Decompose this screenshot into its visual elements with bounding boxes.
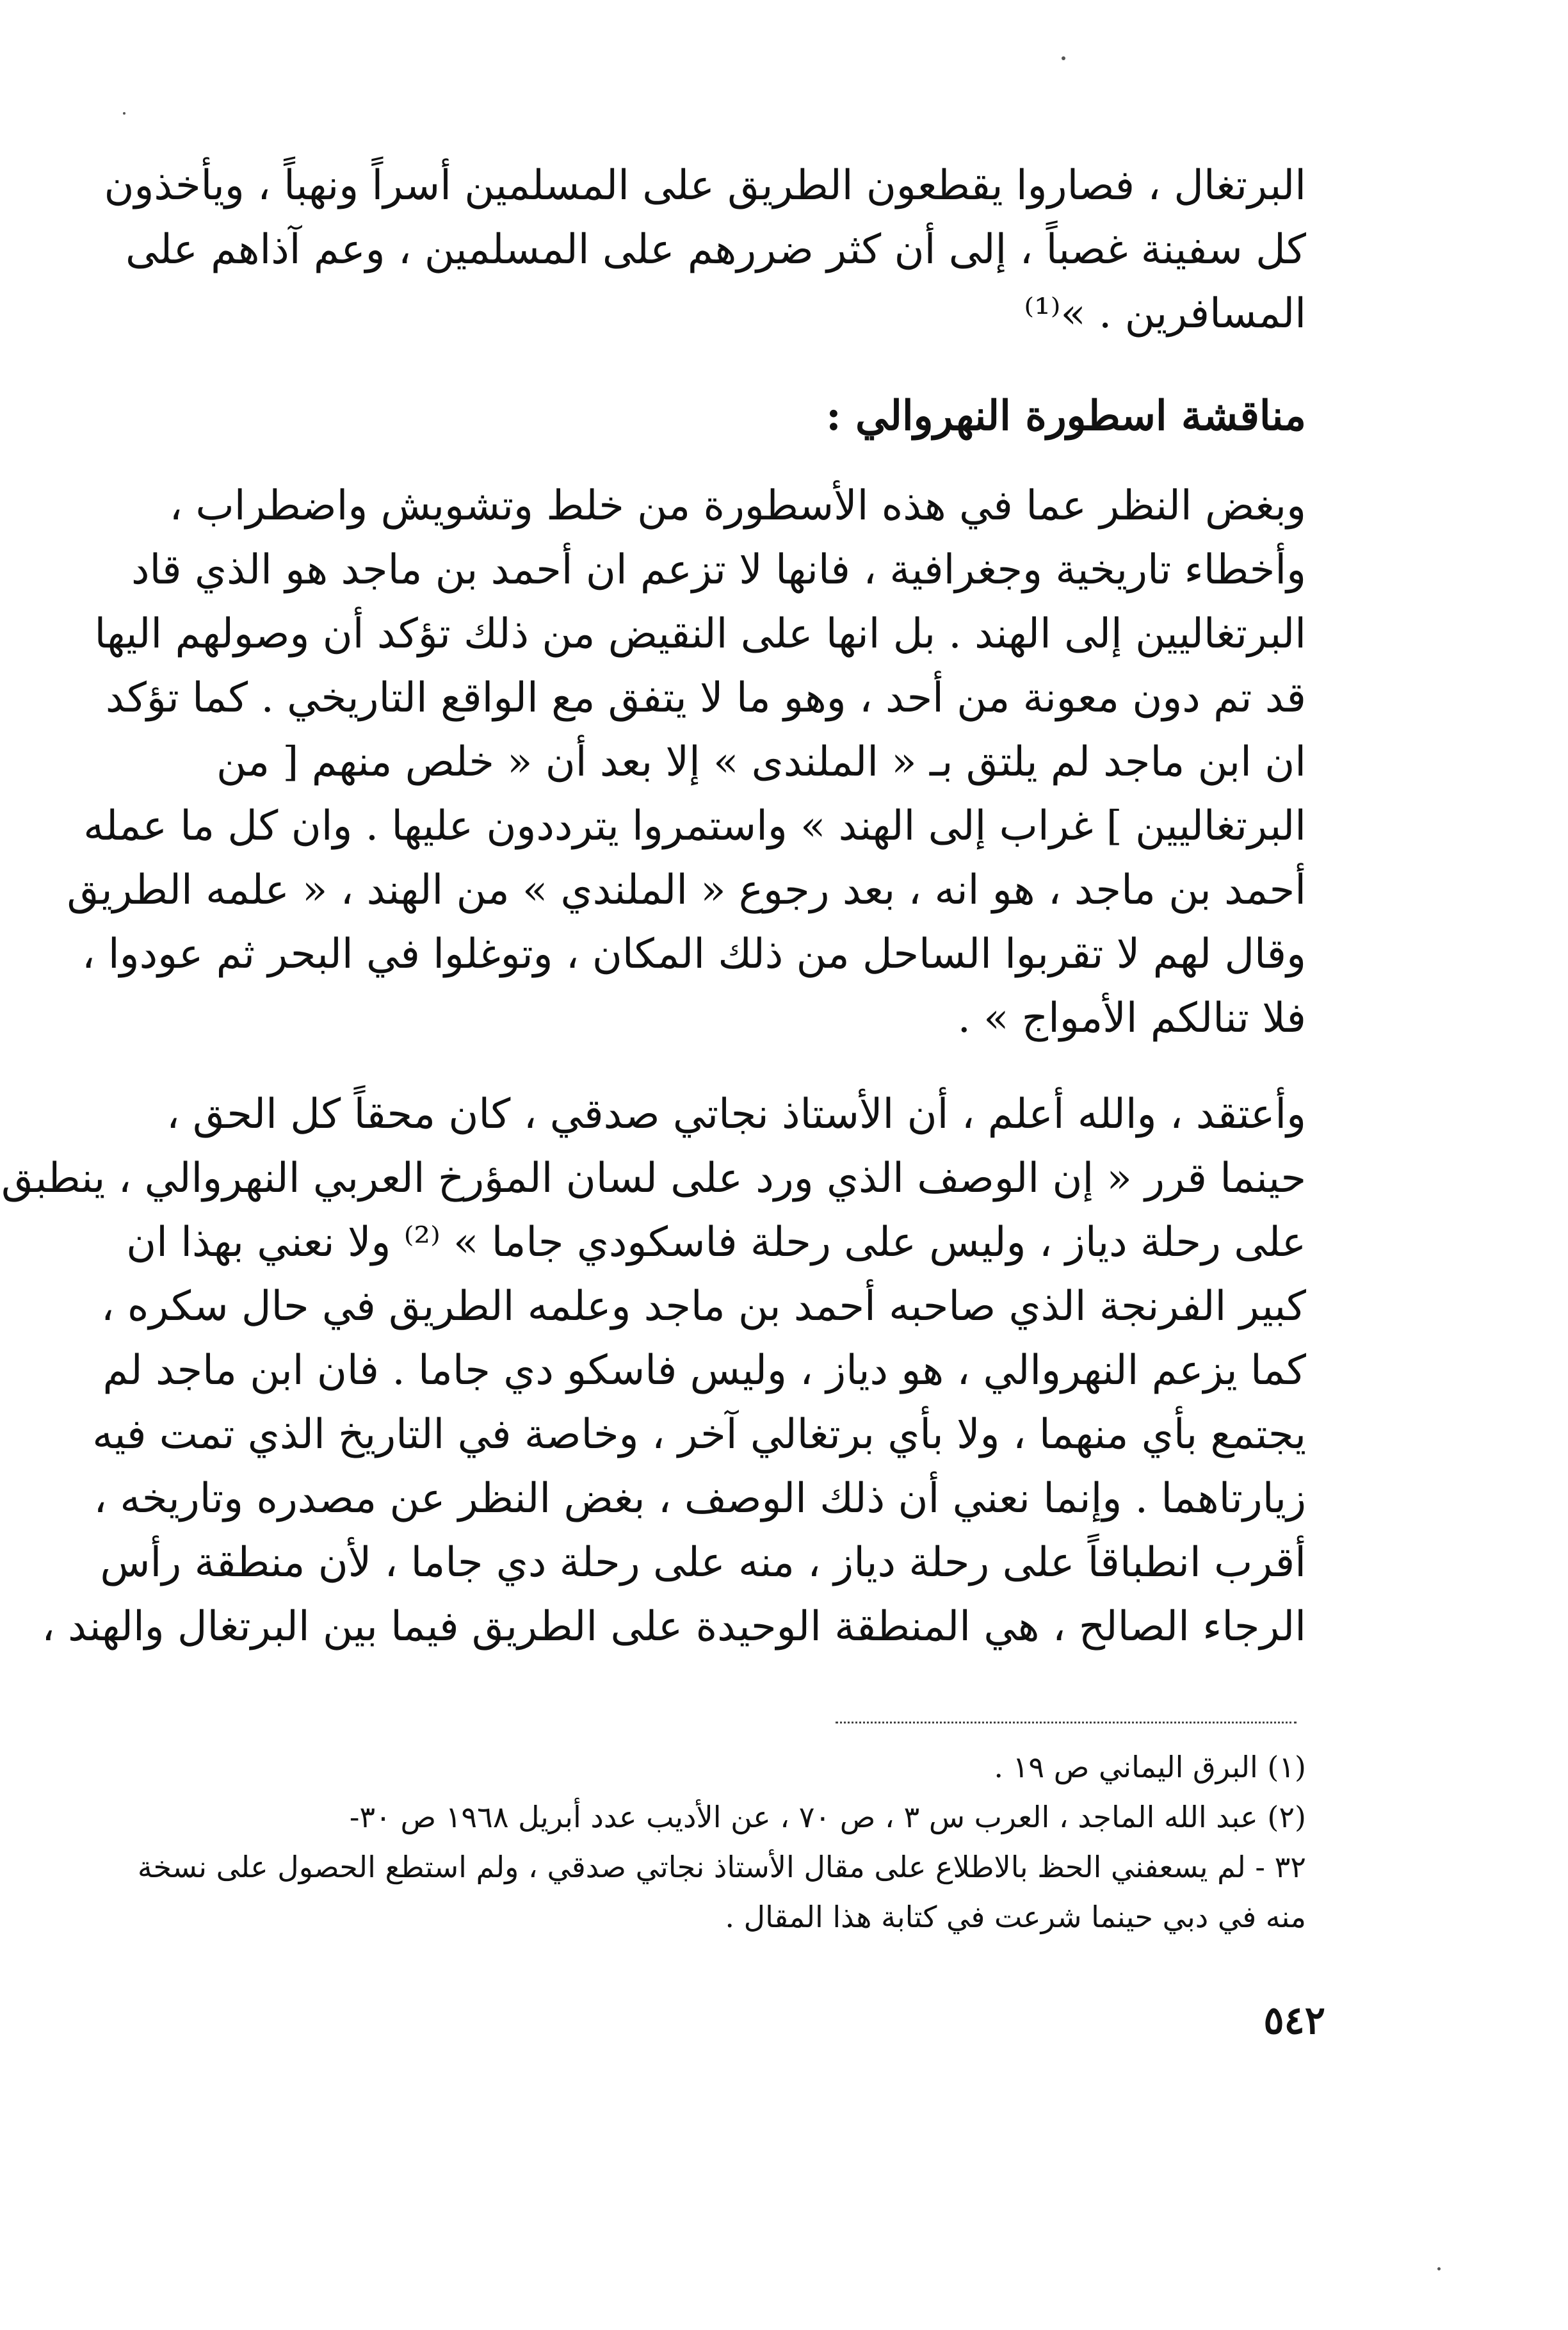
paragraph1-line: فلا تنالكم الأمواج » .	[957, 995, 1306, 1042]
paragraph1-line: أحمد بن ماجد ، هو انه ، بعد رجوع « الملندي » من الهند ، « علمه الطريق	[67, 867, 1306, 914]
paragraph1-line: وقال لهم لا تقربوا الساحل من ذلك المكان ، وتوغلوا في البحر ثم عودوا ،	[81, 931, 1306, 978]
paragraph2-line: على رحلة دياز ، وليس على رحلة فاسكودي جاما » ⁽²⁾ ولا نعني بهذا ان	[126, 1219, 1306, 1266]
paragraph1-line: وأخطاء تاريخية وجغرافية ، فانها لا تزعم ان أحمد بن ماجد هو الذي قاد	[131, 546, 1306, 594]
paragraph1-line: ان ابن ماجد لم يلتق بـ « الملندى » إلا بعد أن « خلص منهم [ من	[216, 738, 1306, 786]
intro-line: البرتغال ، فصاروا يقطعون الطريق على المسلمين أسراً ونهباً ، ويأخذون	[104, 162, 1306, 209]
section-heading: مناقشة اسطورة النهروالي :	[826, 392, 1306, 440]
paragraph-1	[67, 474, 1306, 1050]
paragraph1-line: وبغض النظر عما في هذه الأسطورة من خلط وتشويش واضطراب ،	[169, 482, 1306, 530]
footnotes	[137, 1742, 1306, 1942]
scan-speck	[1062, 56, 1065, 60]
intro-line: كل سفينة غصباً ، إلى أن كثر ضررهم على المسلمين ، وعم آذاهم على	[125, 226, 1306, 273]
scan-speck	[123, 112, 125, 115]
footnote-divider	[836, 1722, 1297, 1723]
paragraph2-line: الرجاء الصالح ، هي المنطقة الوحيدة على الطريق فيما بين البرتغال والهند ،	[42, 1603, 1306, 1650]
intro-line: المسافرين . »⁽¹⁾	[1024, 290, 1306, 338]
footnote-line: (٢) عبد الله الماجد ، العرب س ٣ ، ص ٧٠ ، عن الأديب عدد أبريل ١٩٦٨ ص ٣٠-	[349, 1800, 1306, 1834]
intro-paragraph	[104, 154, 1306, 346]
footnote-line: منه في دبي حينما شرعت في كتابة هذا المقال .	[725, 1900, 1306, 1934]
paragraph2-line: حينما قرر « إن الوصف الذي ورد على لسان المؤرخ العربي النهروالي ، ينطبق	[1, 1155, 1306, 1202]
paragraph2-line: كبير الفرنجة الذي صاحبه أحمد بن ماجد وعلمه الطريق في حال سكره ،	[101, 1283, 1306, 1330]
footnote-line: (١) البرق اليماني ص ١٩ .	[994, 1750, 1306, 1784]
paragraph-2	[1, 1082, 1306, 1659]
footnote-line: ٣٢ - لم يسعفني الحظ بالاطلاع على مقال الأستاذ نجاتي صدقي ، ولم استطع الحصول على نسخة	[137, 1850, 1306, 1884]
scan-speck	[1437, 2267, 1441, 2270]
paragraph2-line: أقرب انطباقاً على رحلة دياز ، منه على رحلة دي جاما ، لأن منطقة رأس	[100, 1539, 1306, 1586]
page-number: ٥٤٢	[1263, 1998, 1325, 2043]
paragraph2-line: وأعتقد ، والله أعلم ، أن الأستاذ نجاتي صدقي ، كان محقاً كل الحق ،	[166, 1091, 1306, 1138]
paragraph1-line: قد تم دون معونة من أحد ، وهو ما لا يتفق مع الواقع التاريخي . كما تؤكد	[105, 674, 1306, 722]
paragraph1-line: البرتغاليين إلى الهند . بل انها على النقيض من ذلك تؤكد أن وصولهم اليها	[94, 610, 1306, 658]
paragraph1-line: البرتغاليين ] غراب إلى الهند » واستمروا يترددون عليها . وان كل ما عمله	[83, 802, 1306, 850]
paragraph2-line: يجتمع بأي منهما ، ولا بأي برتغالي آخر ، وخاصة في التاريخ الذي تمت فيه	[92, 1411, 1306, 1458]
paragraph2-line: زيارتاهما . وإنما نعني أن ذلك الوصف ، بغض النظر عن مصدره وتاريخه ،	[93, 1475, 1306, 1522]
paragraph2-line: كما يزعم النهروالي ، هو دياز ، وليس فاسكو دي جاما . فان ابن ماجد لم	[102, 1347, 1306, 1394]
